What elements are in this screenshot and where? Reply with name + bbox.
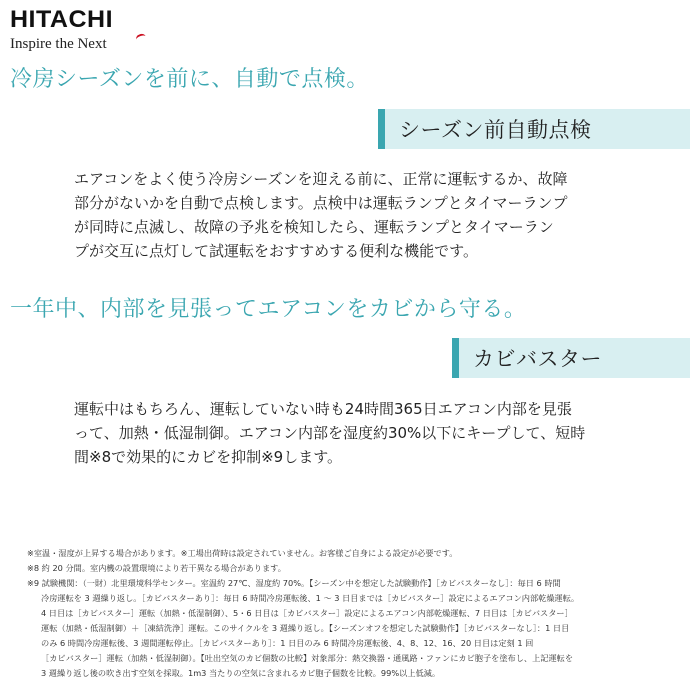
footnote-line: 4 日目は［カビバスター］運転（加熱・低湿制御）、5・6 日目は［カビバスター］設定によるエアコン内部乾燥運転、7 日目は［カビバスター］ [41,608,573,618]
brand-tagline-text: Inspire the Next [10,36,107,52]
section-2-banner [452,338,690,378]
section-1-body-line: 部分がないかを自動で点検します。点検中は運転ランプとタイマーランプ [74,194,568,212]
section-1-body-line: エアコンをよく使う冷房シーズンを迎える前に、正常に運転するか、故障 [74,170,568,188]
brand-tagline [10,36,160,52]
section-2-body [74,397,642,469]
tagline-swoosh-icon [135,33,147,44]
section-2-body-line: 間※8で効果的にカビを抑制※9します。 [74,448,343,466]
brand-name: HITACHI [10,6,114,33]
section-1-headline: 冷房シーズンを前に、自動で点検。 [10,67,369,92]
section-2-banner-label: カビバスター [473,347,602,371]
footnote-line: のみ 6 時間冷房運転後、3 週間運転停止。［カビバスターあり］：1 日目のみ 6 時間冷房運転後、4、8、12、16、20 日目は定刻 1 回 [41,638,534,648]
section-2-body-line: 運転中はもちろん、運転していない時も24時間365日エアコン内部を見張 [74,400,572,418]
footnote-line: 3 週繰り返し後の吹き出す空気を採取。1m3 当たりの空気に含まれるカビ胞子個数を比較。99%以上低減。 [41,668,441,678]
section-1-body [74,167,642,263]
section-2-headline: 一年中、内部を見張ってエアコンをカビから守る。 [10,297,527,322]
section-1-body-line: プが交互に点灯して試運転をおすすめする便利な機能です。 [74,242,478,260]
footnote-line: ※室温・湿度が上昇する場合があります。※工場出荷時は設定されていません。お客様ご自身による設定が必要です。 [27,548,458,558]
section-1-body-line: が同時に点滅し、故障の予兆を検知したら、運転ランプとタイマーラン [74,218,554,236]
hitachi-logo [10,6,160,52]
section-2-body-line: って、加熱・低湿制御。エアコン内部を湿度約30%以下にキープして、短時 [74,424,586,442]
footnotes [27,546,691,681]
footnote-line: ［カビバスター］運転（加熱・低湿制御）。【吐出空気のカビ個数の比較】対象部分：熱交換器・通風路・ファンにカビ胞子を塗布し、上記運転を [41,653,574,663]
footnote-line: 冷房運転を 3 週繰り返し。［カビバスターあり］：毎日 6 時間冷房運転後、1 ～ 3 日目までは［カビバスター］設定によるエアコン内部乾燥運転。 [41,593,580,603]
section-1-banner-label: シーズン前自動点検 [399,118,592,142]
section-1-banner [378,109,690,149]
footnote-line: 運転（加熱・低湿制御）＋［凍結洗浄］運転。このサイクルを 3 週繰り返し。【シーズンオフを想定した試験動作】［カビバスターなし］：1 日目 [41,623,570,633]
footnote-line: ※9 試験機関：（一財）北里環境科学センター。室温約 27℃、湿度約 70%。【シーズン中を想定した試験動作】［カビバスターなし］：毎日 6 時間 [27,578,561,588]
footnote-line: ※8 約 20 分間。室内機の設置環境により若干異なる場合があります。 [27,563,286,573]
